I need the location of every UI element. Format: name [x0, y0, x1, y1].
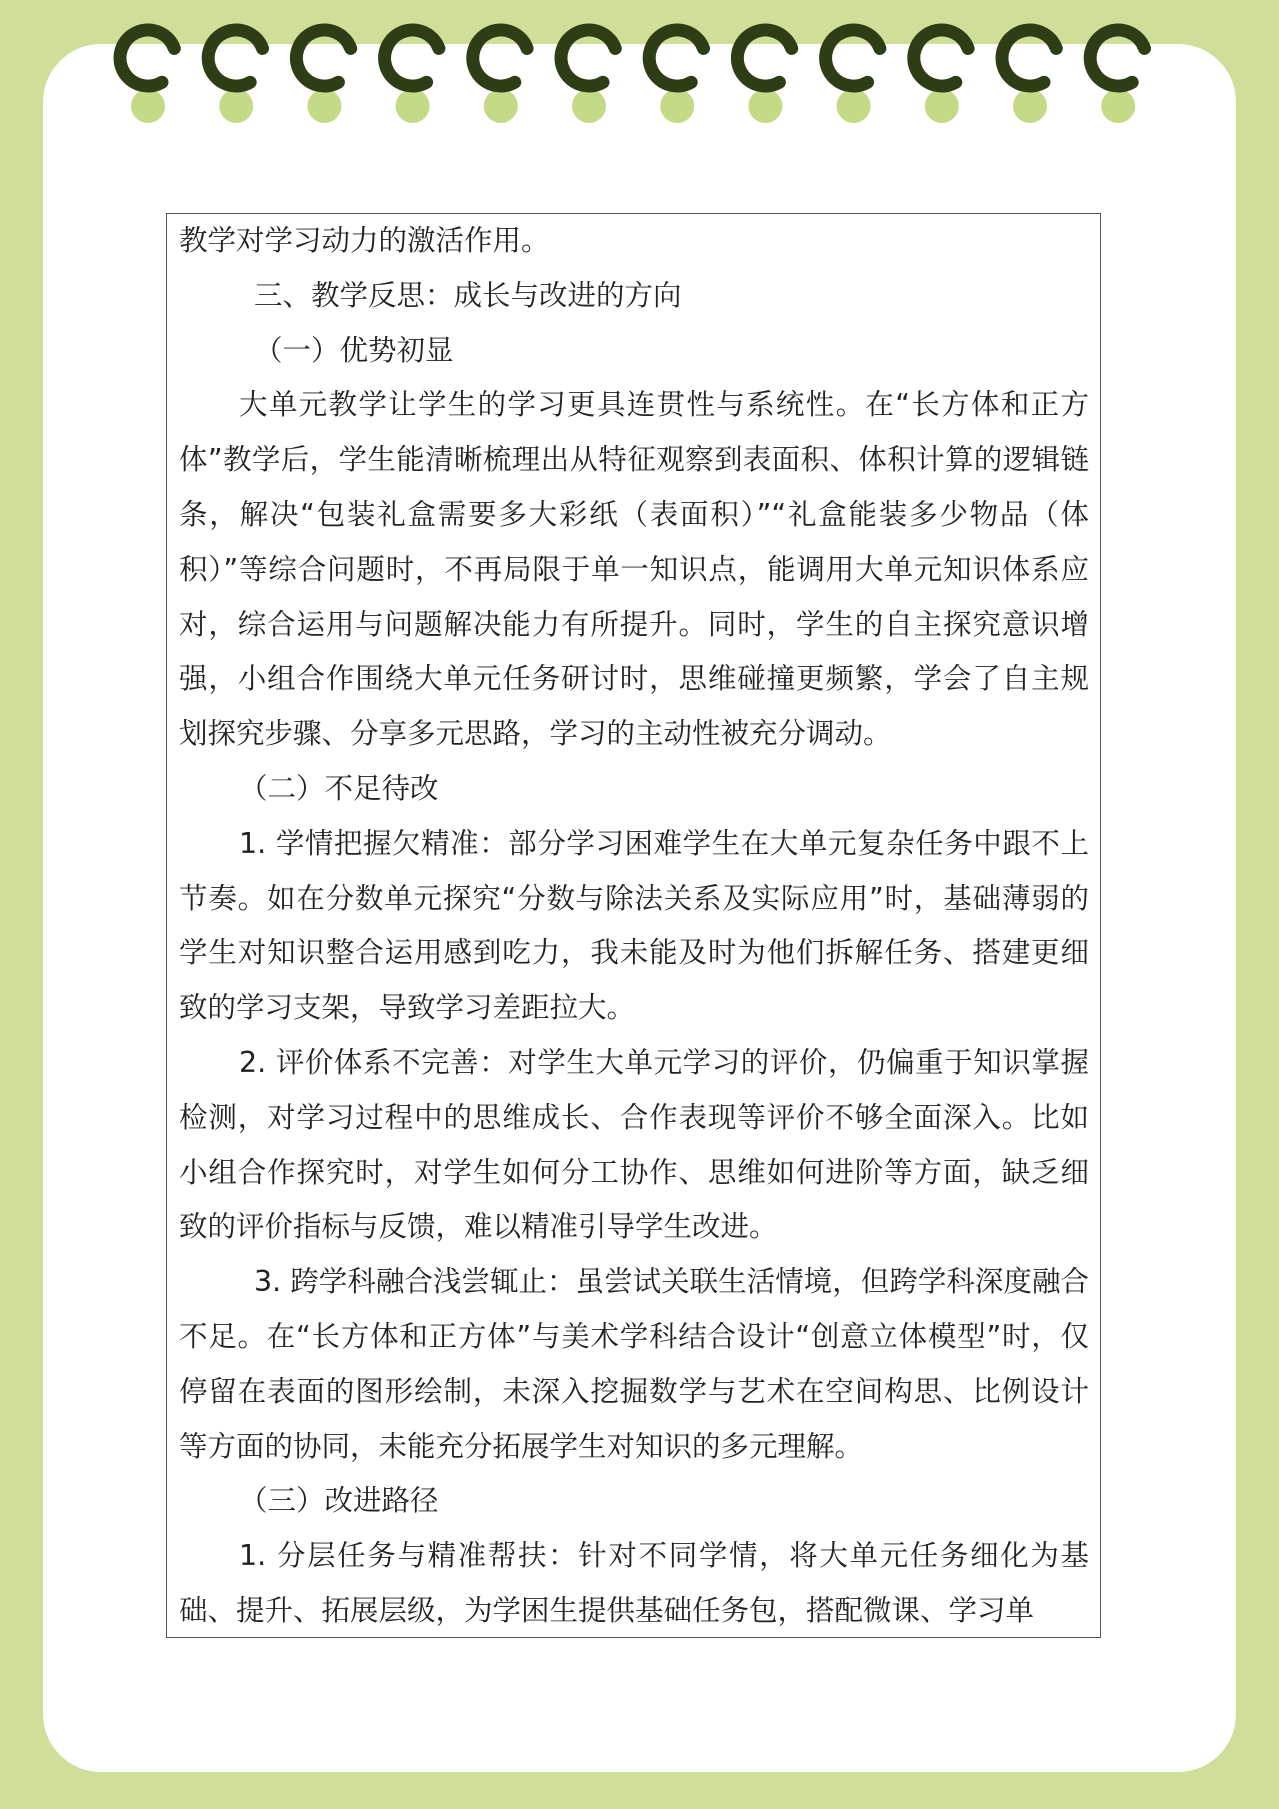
binding-rings: [0, 0, 1279, 130]
binding-ring-arc: [296, 30, 350, 86]
binding-ring: [737, 30, 791, 123]
binding-hole: [748, 89, 782, 123]
binding-ring-arc: [1002, 30, 1056, 86]
binding-ring-arc: [737, 30, 791, 86]
binding-hole: [1013, 89, 1047, 123]
binding-ring: [1002, 30, 1056, 123]
binding-ring-arc: [561, 30, 615, 86]
binding-ring-arc: [208, 30, 262, 86]
binding-ring: [561, 30, 615, 123]
binding-ring: [914, 30, 968, 123]
paragraph-strengths: 大单元教学让学生的学习更具连贯性与系统性。在“长方体和正方体”教学后，学生能清晰梳理出从特征观察到表面积、体积计算的逻辑链条，解决“包装礼盒需要多大彩纸（表面积）”“礼盒能装多少物品（体积）”等综合问题时，不再局限于单一知识点，能调用大单元知识体系应对，综合运用与问题解决能力有所提升。同时，学生的自主探究意识增强，小组合作围绕大单元任务研讨时，思维碰撞更频繁，学会了自主规划探究步骤、分享多元思路，学习的主动性被充分调动。: [179, 388, 1089, 751]
subheading-improvement: （三）改进路径: [239, 1484, 439, 1518]
subheading-strengths: （一）优势初显: [254, 333, 454, 367]
paragraph-item-3: 3. 跨学科融合浅尝辄止：虽尝试关联生活情境，但跨学科深度融合不足。在“长方体和正方体”与美术学科结合设计“创意立体模型”时，仅停留在表面的图形绘制，未深入挖掘数学与艺术在空间构思、比例设计等方面的协同，未能充分拓展学生对知识的多元理解。: [179, 1265, 1089, 1463]
binding-ring-arc: [120, 30, 174, 86]
binding-ring-arc: [914, 30, 968, 86]
binding-ring-arc: [385, 30, 439, 86]
binding-hole: [1101, 89, 1135, 123]
binding-ring: [120, 30, 174, 123]
text-frame: [166, 213, 1101, 1638]
binding-ring: [1090, 30, 1144, 123]
binding-ring-arc: [1090, 30, 1144, 86]
binding-hole: [484, 89, 518, 123]
binding-hole: [837, 89, 871, 123]
binding-hole: [925, 89, 959, 123]
binding-ring-arc: [826, 30, 880, 86]
binding-hole: [396, 89, 430, 123]
binding-ring-arc: [473, 30, 527, 86]
binding-hole: [131, 89, 165, 123]
paragraph-continuation: 教学对学习动力的激活作用。: [179, 224, 550, 257]
binding-ring: [208, 30, 262, 123]
paragraph-item-1: 1. 学情把握欠精准：部分学习困难学生在大单元复杂任务中跟不上节奏。如在分数单元探究“分数与除法关系及实际应用”时，基础薄弱的学生对知识整合运用感到吃力，我未能及时为他们拆解任务、搭建更细致的学习支架，导致学习差距拉大。: [179, 826, 1089, 1025]
binding-ring-arc: [649, 30, 703, 86]
binding-ring: [473, 30, 527, 123]
document-body: [179, 214, 1089, 1638]
section-heading: 三、教学反思：成长与改进的方向: [254, 278, 682, 312]
binding-ring: [385, 30, 439, 123]
binding-ring: [296, 30, 350, 123]
binding-hole: [307, 89, 341, 123]
binding-hole: [572, 89, 606, 123]
paragraph-item-2: 2. 评价体系不完善：对学生大单元学习的评价，仍偏重于知识掌握检测，对学习过程中的思维成长、合作表现等评价不够全面深入。比如小组合作探究时，对学生如何分工协作、思维如何进阶等方面，缺乏细致的评价指标与反馈，难以精准引导学生改进。: [179, 1045, 1089, 1244]
binding-ring: [649, 30, 703, 123]
paragraph-improvement-1: 1. 分层任务与精准帮扶：针对不同学情，将大单元任务细化为基础、提升、拓展层级，为学困生提供基础任务包，搭配微课、学习单: [179, 1539, 1089, 1627]
binding-hole: [219, 89, 253, 123]
subheading-shortcomings: （二）不足待改: [239, 771, 439, 805]
binding-hole: [660, 89, 694, 123]
binding-ring: [826, 30, 880, 123]
